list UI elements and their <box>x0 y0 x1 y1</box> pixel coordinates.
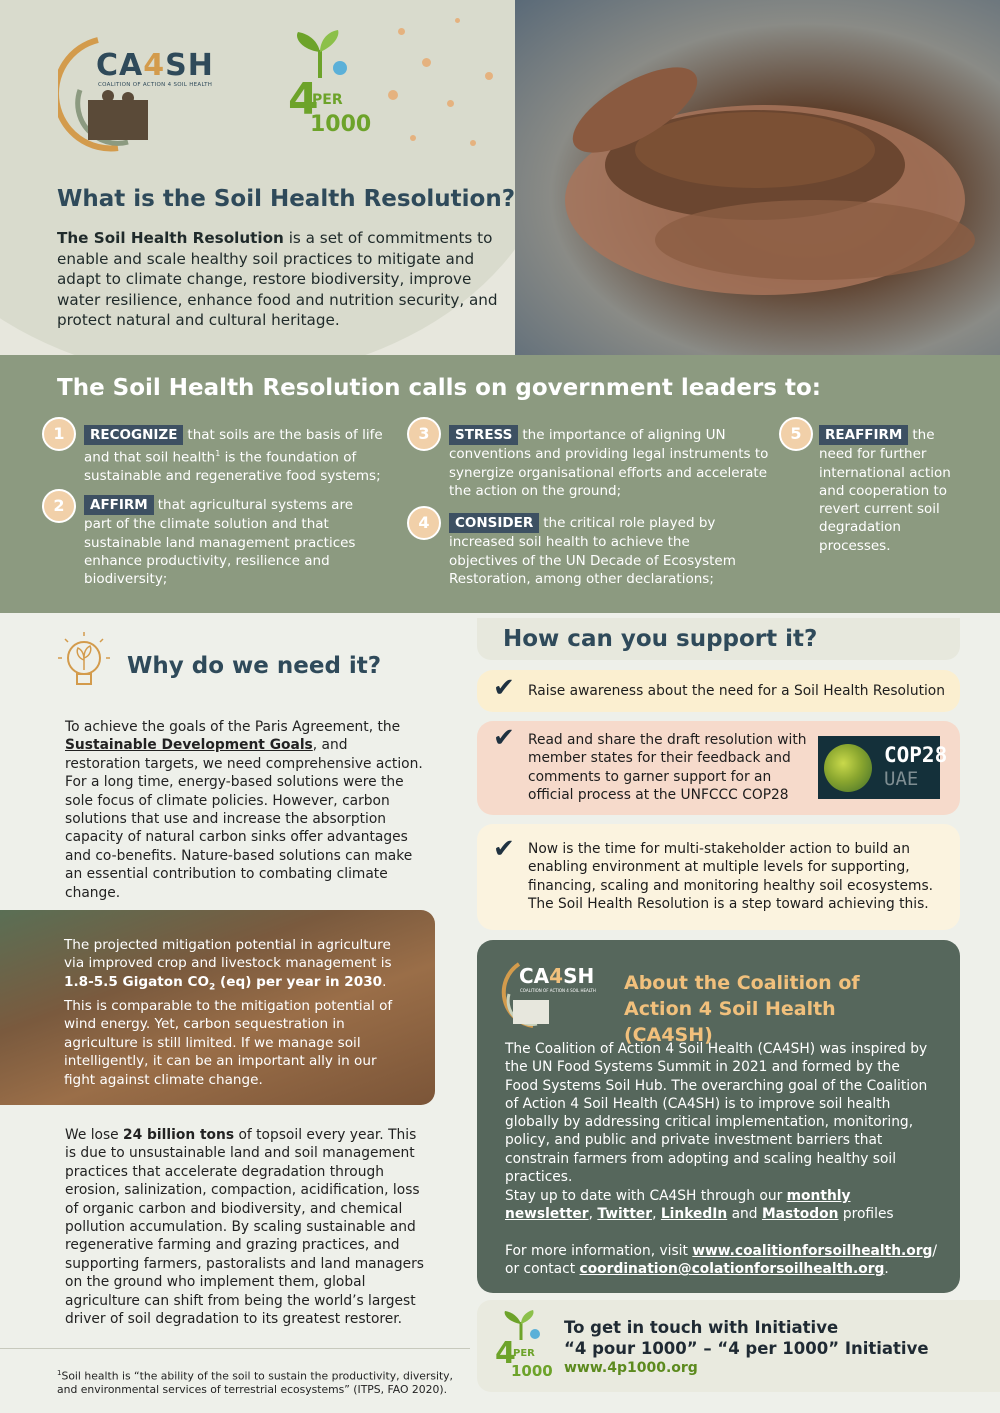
cop28-globe-icon <box>824 744 872 792</box>
about-paragraph-3: For more information, visit www.coalitionforsoilhealth.org/ or contact coordination@colationforsoilhealth.org. <box>505 1243 938 1278</box>
check-icon: ✔ <box>493 723 515 753</box>
check-icon: ✔ <box>493 834 515 864</box>
call-item-consider: CONSIDER the critical role played by increased soil health to achieve the objectives of the UN Decade of Ecosystem Restoration, among other declarations; <box>449 515 736 587</box>
item-number-1: 1 <box>42 417 76 451</box>
decor-dot <box>447 100 454 107</box>
sdg-link[interactable]: Sustainable Development Goals <box>65 737 313 754</box>
ca4sh-tagline: COALITION OF ACTION 4 SOIL HEALTH <box>98 82 213 88</box>
decor-dot <box>422 58 431 67</box>
decor-dot <box>410 135 416 141</box>
4per1000-logo <box>282 30 372 150</box>
about-paragraph-1: The Coalition of Action 4 Soil Health (CA4SH) was inspired by the UN Food Systems Summit in 2021 and formed by the Food Systems Soil Hub. The overarching goal of the Coalition of Action 4 Soil Health (CA4SH) is to improve soil health globally by addressing critical implementation, monitoring, policy, and public and private investment barriers that constrain farmers from adopting and scaling healthy soil practices. <box>505 1041 928 1186</box>
contact-section <box>477 1300 1000 1392</box>
mitigation-text: The projected mitigation potential in agriculture via improved crop and livestock management is 1.8-5.5 Gigaton $CO_2$ (eq) per year in 2030. This is comparable to the mitigation potential of wind energy. Yet, carbon sequestration in agriculture is still limited. If we manage soil intelligently, it can be an important ally in our fight against climate change. <box>64 937 393 1088</box>
cop28-uae-logo: COP28 UAE <box>818 736 940 799</box>
support-header <box>477 618 960 660</box>
item-number-5: 5 <box>779 417 813 451</box>
about-title: About the Coalition of Action 4 Soil Health (CA4SH) <box>624 972 860 1046</box>
keyword-badge: RECOGNIZE <box>84 425 183 445</box>
item-number-2: 2 <box>42 489 76 523</box>
call-item-reaffirm: REAFFIRM the need for further international action and cooperation to revert current soil degradation processes. <box>819 427 951 554</box>
check-icon: ✔ <box>493 673 515 703</box>
hands-soil-photo <box>515 0 1000 355</box>
twitter-link[interactable]: Twitter <box>597 1206 653 1223</box>
keyword-badge: AFFIRM <box>84 495 154 515</box>
support-title: How can you support it? <box>503 626 818 652</box>
item-number-3: 3 <box>407 417 441 451</box>
support-card-2 <box>477 721 960 815</box>
email-link[interactable]: coordination@colationforsoilhealth.org <box>579 1261 885 1278</box>
why-paragraph-1: To achieve the goals of the Paris Agreement, the Sustainable Development Goals, and restoration targets, we need comprehensive action. For a long time, energy-based solutions were the sole focus of climate policies. However, carbon solutions that use and increase the absorption capacity of natural carbon sinks offer advantages and co-benefits. Nature-based solutions can make an essential contribution to combating climate change. <box>65 719 423 901</box>
keyword-badge: REAFFIRM <box>819 425 908 445</box>
about-paragraph-2: Stay up to date with CA4SH through our monthly newsletter, Twitter, LinkedIn and Mastodon profiles <box>505 1188 894 1223</box>
support-text-1: Raise awareness about the need for a Soil Health Resolution <box>528 683 945 699</box>
eroded-soil-photo <box>0 910 435 1105</box>
intro-paragraph: The Soil Health Resolution is a set of commitments to enable and scale healthy soil practices to mitigate and adapt to climate change, restore biodiversity, improve water resilience, enhance food and nutrition security, and protect natural and cultural heritage. <box>57 229 498 329</box>
header-section <box>0 0 1000 355</box>
decor-dot <box>470 140 476 146</box>
hands-illustration <box>515 0 1000 355</box>
decor-dot <box>455 18 460 23</box>
website-link[interactable]: www.coalitionforsoilhealth.org <box>692 1243 933 1259</box>
why-paragraph-2: We lose 24 billion tons of topsoil every year. This is due to unsustainable land and soil management practices that accelerate degradation through erosion, salinization, compaction, acidification, loss of organic carbon and biodiversity, and chemical pollution accumulation. By scaling sustainable and regenerative farming and grazing practices, and supporting farmers, pastoralists and land managers on the ground who implement them, global agriculture can shift from being the world’s largest driver of soil degradation to its greatest restorer. <box>65 1127 424 1328</box>
newsletter-link[interactable]: monthly newsletter <box>505 1188 851 1223</box>
decor-dot <box>398 28 405 35</box>
mastodon-link[interactable]: Mastodon <box>761 1206 839 1223</box>
support-card-1 <box>477 670 960 712</box>
lightbulb-icon <box>58 632 110 696</box>
logo-4: 4 <box>288 74 319 125</box>
item-number-4: 4 <box>407 506 441 540</box>
logo-1000: 1000 <box>310 112 372 137</box>
call-item-affirm: AFFIRM that agricultural systems are part of the climate solution and that sustainable land management practices enhance productivity, resilience and biodiversity; <box>84 497 356 588</box>
initiative-url-link[interactable]: www.4p1000.org <box>564 1360 698 1376</box>
4per1000-logo-small: 4 PER 1000 <box>493 1310 553 1386</box>
calls-title: The Soil Health Resolution calls on government leaders to: <box>57 375 821 401</box>
call-item-stress: STRESS the importance of aligning UN conventions and providing legal instruments to synergize organisational efforts and accelerate the action on the ground; <box>449 427 769 499</box>
keyword-badge: STRESS <box>449 425 518 445</box>
ca4sh-wordmark: CA4SH <box>96 48 214 83</box>
sprout-icon <box>282 30 362 80</box>
support-text-3: Now is the time for multi-stakeholder action to build an enabling environment at multiple levels for supporting, financing, scaling and monitoring healthy soil ecosystems. The Soil Health Resolution is a step toward achieving this. <box>528 841 934 913</box>
ca4sh-logo-small: CA4SH COALITION OF ACTION 4 SOIL HEALTH <box>495 958 615 1030</box>
logo-per: PER <box>312 92 343 108</box>
footnote-divider <box>0 1348 470 1349</box>
ca4sh-logo <box>58 30 238 155</box>
ca4sh-wordmark-small: CA4SH <box>519 964 595 988</box>
decor-dot <box>388 90 398 100</box>
decor-dot <box>485 72 493 80</box>
contact-heading: To get in touch with Initiative “4 pour 1000” – “4 per 1000” Initiative <box>564 1318 929 1358</box>
call-item-recognize: RECOGNIZE that soils are the basis of life and that soil health$^1$ is the foundation of sustainable and regenerative food systems; <box>84 427 383 485</box>
support-card-3 <box>477 824 960 930</box>
why-title: Why do we need it? <box>127 653 382 679</box>
calls-section <box>0 355 1000 613</box>
support-text-2: Read and share the draft resolution with member states for their feedback and comments to garner support for an official process at the UNFCCC COP28 <box>528 732 807 804</box>
keyword-badge: CONSIDER <box>449 513 539 533</box>
linkedin-link[interactable]: LinkedIn <box>660 1206 728 1223</box>
footnote: $^1$Soil health is “the ability of the soil to sustain the productivity, diversity, and environmental services of terrestrial ecosystems” (ITPS, FAO 2020). <box>57 1369 453 1396</box>
page-title: What is the Soil Health Resolution? <box>57 186 516 212</box>
about-section <box>477 940 960 1293</box>
